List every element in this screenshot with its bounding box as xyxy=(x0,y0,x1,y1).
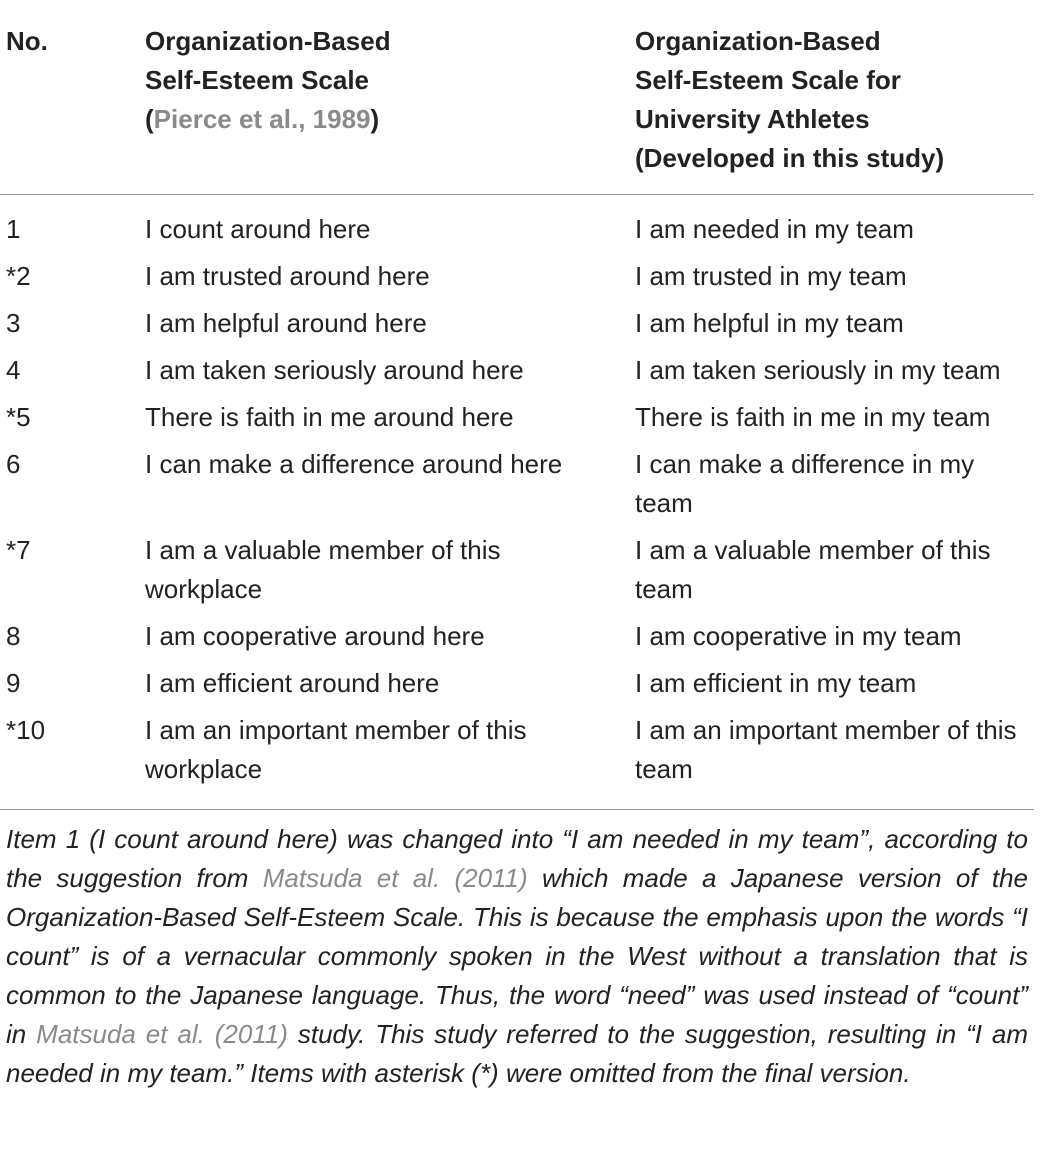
item-adapted: I am a valuable member of this team xyxy=(635,535,991,604)
item-number: 6 xyxy=(6,449,21,479)
item-adapted: I am helpful in my team xyxy=(635,308,904,338)
table-row xyxy=(0,257,1034,304)
table-row xyxy=(0,711,1034,797)
header-original-line2: Self-Esteem Scale xyxy=(145,65,370,95)
header-original-line1: Organization-Based xyxy=(145,26,391,56)
item-original: I am trusted around here xyxy=(145,261,430,291)
citation-link-pierce[interactable]: Pierce et al., 1989 xyxy=(153,104,371,134)
table-row xyxy=(0,398,1034,445)
item-adapted: I am needed in my team xyxy=(635,214,914,244)
item-number: *10 xyxy=(6,715,46,745)
header-adapted-line1: Organization-Based xyxy=(635,26,881,56)
item-original: I am cooperative around here xyxy=(145,621,485,651)
header-no: No. xyxy=(6,26,48,56)
item-adapted: I can make a difference in my team xyxy=(635,449,975,518)
item-number: 9 xyxy=(6,668,21,698)
header-adapted-line4: (Developed in this study) xyxy=(635,143,945,173)
table-row xyxy=(0,351,1034,398)
table-row xyxy=(0,531,1034,617)
header-adapted-line3: University Athletes xyxy=(635,104,870,134)
footnote-text-3: study. This study referred to the suggestion, resulting in “I am needed in my team.” Items with asterisk (*) were omitted from the final version. xyxy=(6,1019,1028,1088)
footnote-text-1: Item 1 (I count around here) was changed into “I am needed in my team”, according to the suggestion from xyxy=(6,824,1028,893)
item-number: 1 xyxy=(6,214,21,244)
item-adapted: I am taken seriously in my team xyxy=(635,355,1001,385)
item-original: There is faith in me around here xyxy=(145,402,514,432)
paren-open: ( xyxy=(145,104,154,134)
item-original: I am helpful around here xyxy=(145,308,427,338)
table-footnote xyxy=(0,810,1028,1093)
item-number: *5 xyxy=(6,402,31,432)
item-number: 8 xyxy=(6,621,21,651)
footnote-text-2: which made a Japanese version of the Organization-Based Self-Esteem Scale. This is because the emphasis upon the words “I count” is of a vernacular commonly spoken in the West without a translation that is common to the Japanese language. Thus, the word “need” was used instead of “count” in xyxy=(6,863,1029,1049)
table-row xyxy=(0,445,1034,531)
table-row xyxy=(0,210,1034,257)
header-original-line3 xyxy=(145,100,615,139)
table-body xyxy=(0,195,1034,809)
item-original: I am efficient around here xyxy=(145,668,440,698)
item-adapted: I am cooperative in my team xyxy=(635,621,962,651)
table-row xyxy=(0,664,1034,711)
item-adapted: There is faith in me in my team xyxy=(635,402,991,432)
item-adapted: I am efficient in my team xyxy=(635,668,917,698)
item-original: I can make a difference around here xyxy=(145,449,563,479)
citation-link-matsuda-1[interactable]: Matsuda et al. (2011) xyxy=(262,863,528,893)
table-row xyxy=(0,304,1034,351)
item-number: 3 xyxy=(6,308,21,338)
item-adapted: I am trusted in my team xyxy=(635,261,907,291)
header-adapted-scale xyxy=(635,22,1034,178)
item-number: *7 xyxy=(6,535,31,565)
table-row xyxy=(0,617,1034,664)
header-adapted-line2: Self-Esteem Scale for xyxy=(635,65,901,95)
paren-close: ) xyxy=(370,104,380,134)
table-header xyxy=(0,0,1034,194)
item-original: I am a valuable member of this workplace xyxy=(145,535,501,604)
item-original: I am an important member of this workplace xyxy=(145,715,527,784)
citation-link-matsuda-2[interactable]: Matsuda et al. (2011) xyxy=(36,1019,288,1049)
item-original: I am taken seriously around here xyxy=(145,355,524,385)
item-number: *2 xyxy=(6,261,31,291)
header-original-scale xyxy=(145,22,635,178)
item-original: I count around here xyxy=(145,214,371,244)
item-number: 4 xyxy=(6,355,21,385)
item-adapted: I am an important member of this team xyxy=(635,715,1017,784)
